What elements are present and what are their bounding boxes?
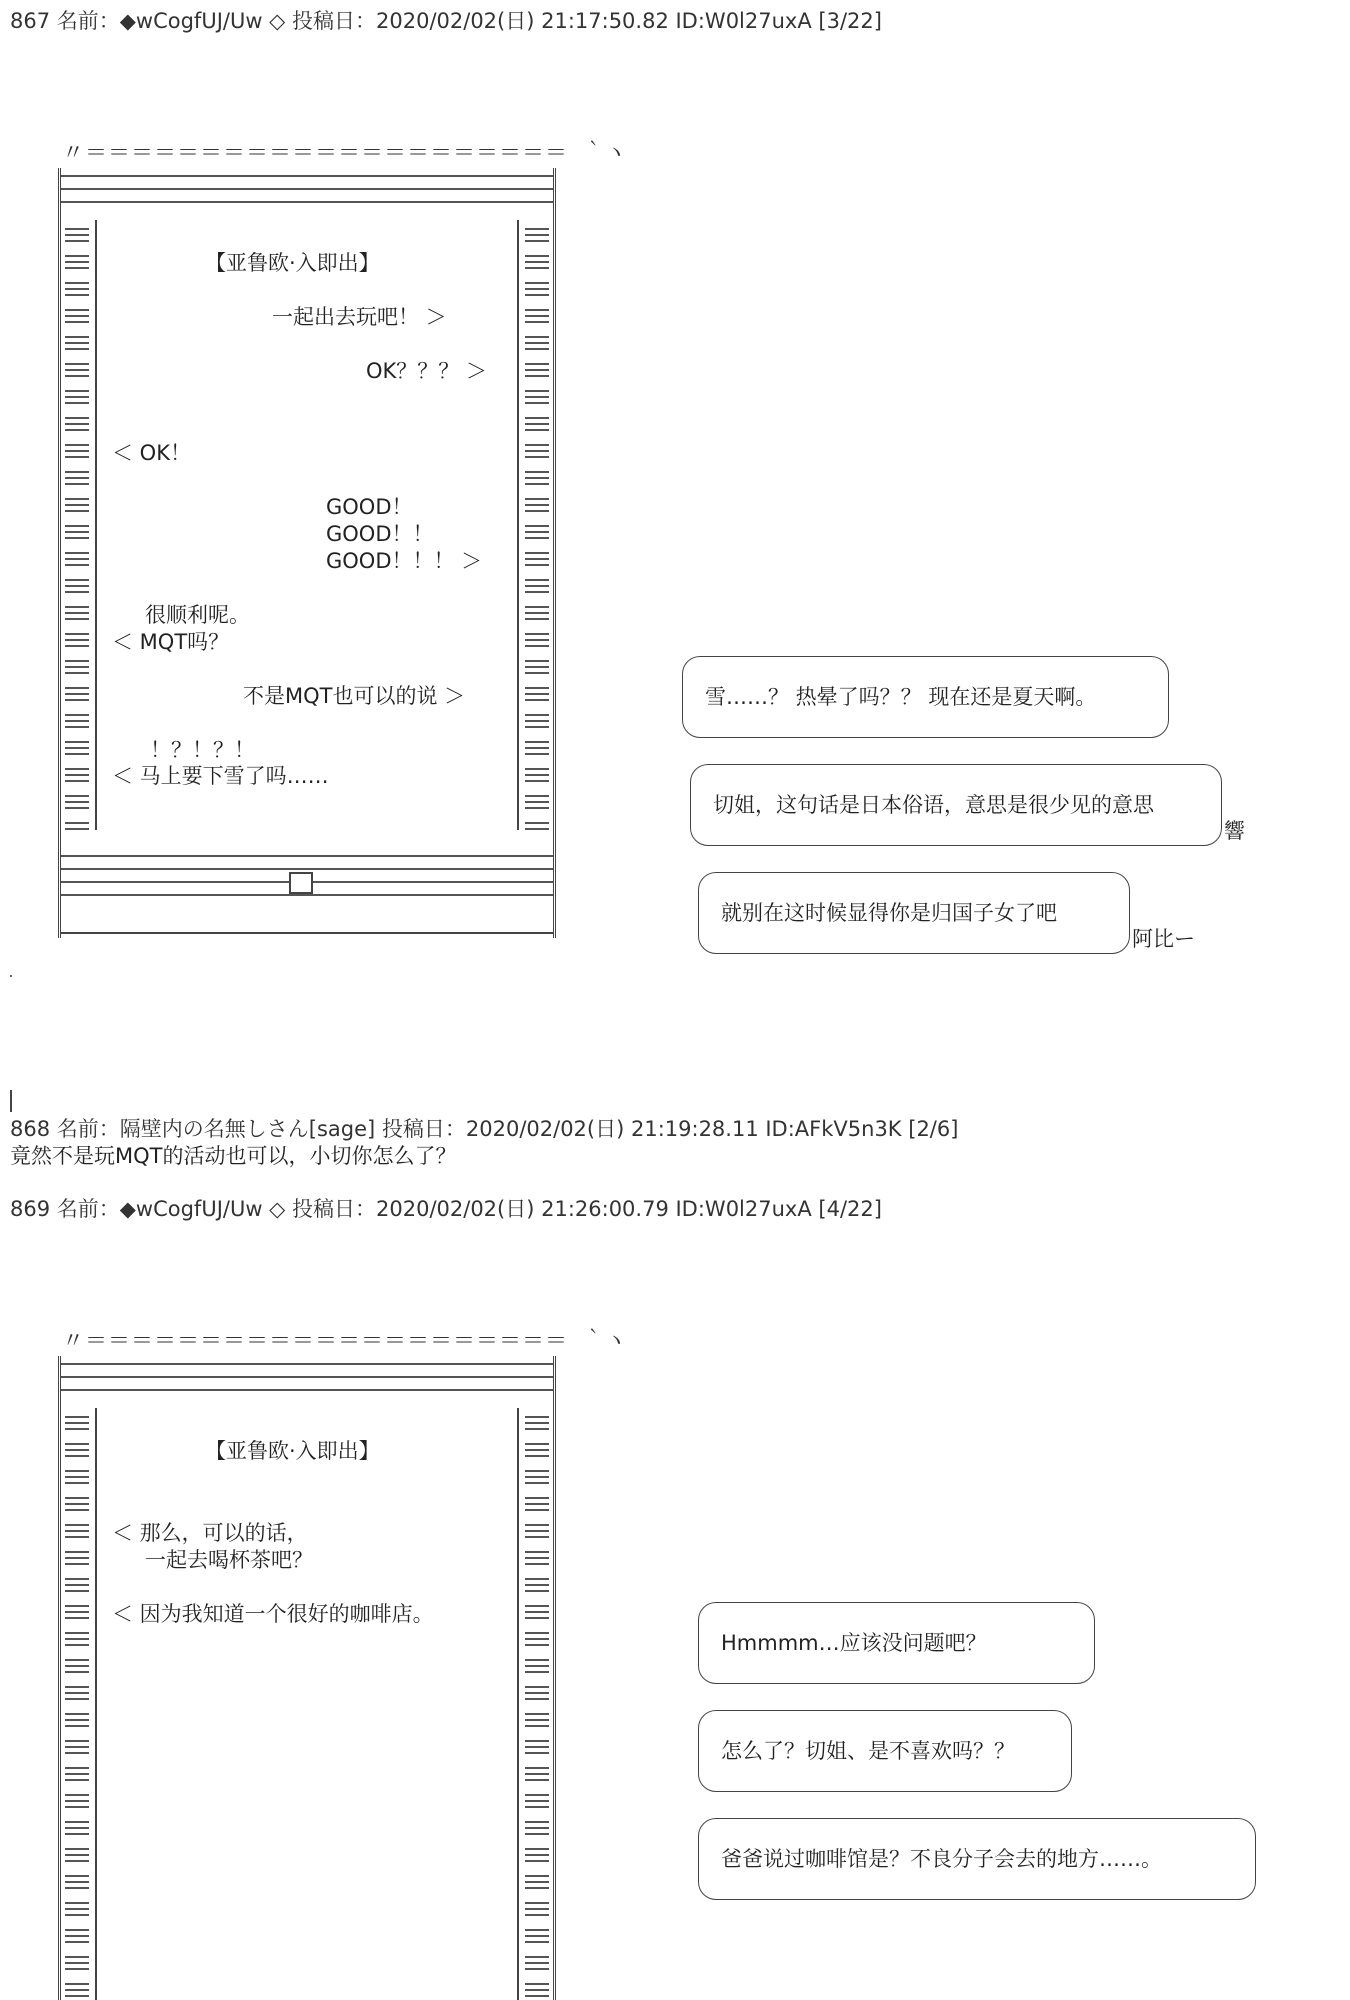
phone-2-msg: ＜ 因为我知道一个很好的咖啡店。 [112,1602,434,1626]
speech-bubble [698,1818,1256,1900]
speech-bubble [682,656,1169,738]
phone-1-msg: ＜ OK！ [112,441,191,465]
phone-1-msg: GOOD！ [326,495,413,519]
phone-1-msg: GOOD！！！ ＞ [326,549,483,573]
speech-bubble-text: 怎么了？切姐、是不喜欢吗？？ [721,1739,1015,1763]
phone-1-left-rail [65,220,89,830]
phone-2-msg: 一起去喝杯茶吧？ [145,1548,313,1572]
phone-1-msg: OK？？？ ＞ [366,359,487,383]
speech-bubble [698,1710,1072,1792]
post-868-body: 竟然不是玩MQT的活动也可以，小切你怎么了？ [10,1144,457,1168]
phone-2-title: 【亚鲁欧·入即出】 [205,1439,380,1463]
phone-1-msg: 一起出去玩吧！ ＞ [272,305,447,329]
phone-1-top-edge: 〃＝＝＝＝＝＝＝＝＝＝＝＝＝＝＝＝＝＝＝＝＝ ｀ヽ [62,141,629,166]
speech-bubble-text: 爸爸说过咖啡馆是？不良分子会去的地方……。 [721,1847,1162,1871]
phone-1-right-rail [525,220,549,830]
speech-bubble-text: 就别在这时候显得你是归国子女了吧 [721,901,1057,925]
speech-bubble-text: 雪……？ 热晕了吗？？ 现在还是夏天啊。 [705,685,1097,709]
phone-1-home-button [289,872,313,894]
phone-2-right-rail [525,1408,549,2000]
post-868-header: 868 名前：隔壁内の名無しさん[sage] 投稿日：2020/02/02(日) 21:19:28.11 ID:AFkV5n3K [2/6] [10,1117,959,1141]
phone-2-top-bars [61,1356,553,1395]
post-867-header: 867 名前：◆wCogfUJ/Uw ◇ 投稿日：2020/02/02(日) 21:17:50.82 ID:W0l27uxA [3/22] [10,9,882,33]
phone-2-msg: ＜ 那么，可以的话， [112,1521,308,1545]
phone-2-top-edge: 〃＝＝＝＝＝＝＝＝＝＝＝＝＝＝＝＝＝＝＝＝＝ ｀ヽ [62,1329,629,1354]
speech-bubble [698,872,1130,954]
phone-1-top-bars [61,168,553,207]
post-869-header: 869 名前：◆wCogfUJ/Uw ◇ 投稿日：2020/02/02(日) 21:26:00.79 ID:W0l27uxA [4/22] [10,1197,882,1221]
speech-bubble-text: Hmmmm…应该没问题吧？ [721,1631,987,1655]
phone-1-msg: GOOD！！ [326,522,434,546]
speech-bubble [698,1602,1095,1684]
phone-2-left-rail [65,1408,89,2000]
phone-1-msg: 很顺利呢。 [145,603,250,627]
stray-dot [10,975,12,977]
speech-bubble-text: 切姐，这句话是日本俗语，意思是很少见的意思 [713,793,1154,817]
phone-1-msg: ！？！？！ [150,738,255,762]
speaker-label: 響 [1224,819,1245,843]
phone-1-title: 【亚鲁欧·入即出】 [205,251,380,275]
speaker-label: 阿比ー [1132,927,1195,951]
phone-2-screen [95,1408,519,2000]
phone-1-msg: ＜ MQT吗？ [112,630,230,654]
phone-1-bottom-edge [61,932,553,934]
divider-tick [10,1090,12,1112]
phone-1-msg: ＜ 马上要下雪了吗…… [112,764,329,788]
speech-bubble [690,764,1222,846]
phone-1-msg: 不是MQT也可以的说 ＞ [243,684,466,708]
